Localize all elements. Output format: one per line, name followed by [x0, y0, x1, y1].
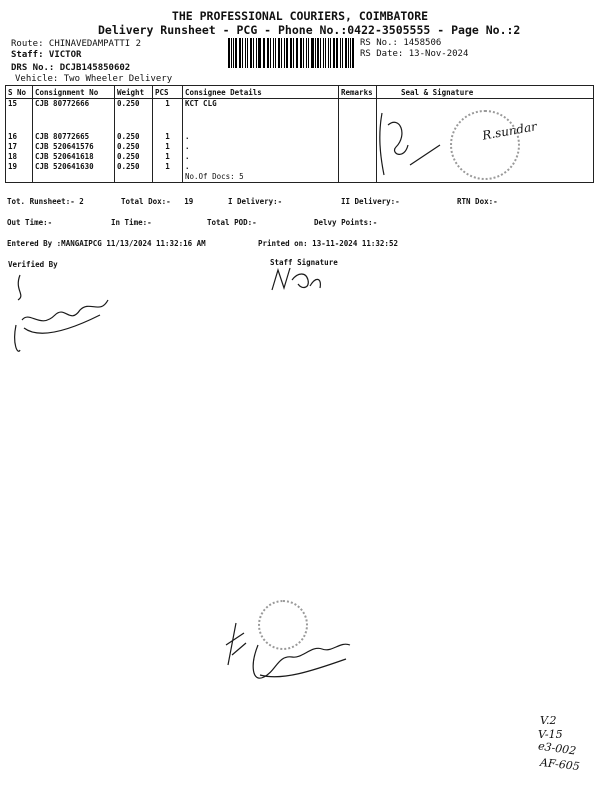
cell-consignment: CJB 80772665: [33, 132, 115, 142]
cell-sno: 18: [6, 152, 33, 162]
barcode-bar: [293, 38, 294, 68]
printed-on: Printed on: 13-11-2024 11:32:52: [258, 239, 398, 248]
cell-weight: 0.250: [115, 162, 153, 172]
note-line-3: e3-002: [537, 739, 577, 758]
barcode-bar: [330, 38, 331, 68]
company-name: THE PROFESSIONAL COURIERS, COIMBATORE: [171, 9, 429, 23]
vehicle-label: Vehicle: Two Wheeler Delivery: [15, 74, 173, 84]
barcode-bar: [247, 38, 248, 68]
barcode-bar: [336, 38, 339, 68]
cell-consignee: .: [183, 132, 339, 142]
note-line-1: V.2: [540, 714, 557, 727]
docs-count-row: [6, 172, 594, 183]
col-seal: Seal & Signature: [377, 86, 594, 99]
barcode-bar: [235, 38, 237, 68]
total-dox: Total Dox:- 19: [121, 197, 194, 206]
company-seal-stamp: [450, 110, 520, 180]
cell-pcs: 1: [153, 142, 183, 152]
barcode-bar: [296, 38, 297, 68]
receiver-signature-text: R.sundar: [481, 119, 538, 143]
barcode-bar: [286, 38, 289, 68]
note-line-4: AF-605: [539, 755, 581, 774]
barcode-bar: [297, 38, 298, 68]
cell-pcs: 1: [153, 162, 183, 172]
cell-consignment: CJB 80772666: [33, 99, 115, 110]
barcode-bar: [345, 38, 347, 68]
barcode-bar: [258, 38, 261, 68]
cell-sno: 19: [6, 162, 33, 172]
barcode-bar: [306, 38, 307, 68]
verified-by-label: Verified By: [8, 260, 58, 269]
staff-signature-label: Staff Signature: [270, 258, 338, 267]
staff-signature: [268, 262, 328, 294]
cell-sno: 16: [6, 132, 33, 142]
col-consignment: Consignment No: [33, 86, 115, 99]
barcode-bar: [311, 38, 314, 68]
barcode-bar: [275, 38, 277, 68]
cell-pcs: 1: [153, 152, 183, 162]
staff-label: Staff: VICTOR: [11, 50, 82, 60]
runsheet-title: Delivery Runsheet - PCG - Phone No.:0422-3505555 - Page No.:2: [98, 23, 521, 37]
barcode-bar: [267, 38, 269, 68]
barcode-bar: [250, 38, 252, 68]
verified-by-signature: [10, 270, 120, 360]
barcode-bar: [333, 38, 335, 68]
col-weight: Weight: [115, 86, 153, 99]
no-of-docs: No.Of Docs: 5: [183, 172, 339, 183]
barcode-bar: [315, 38, 316, 68]
drs-number: DRS No.: DCJB145850602: [11, 63, 131, 73]
barcode-bar: [228, 38, 230, 68]
barcode-bar: [273, 38, 274, 68]
cell-sno: 17: [6, 142, 33, 152]
col-sno: S No: [6, 86, 33, 99]
barcode-bar: [284, 38, 285, 68]
barcode-bar: [342, 38, 343, 68]
col-consignee: Consignee Details: [183, 86, 339, 99]
barcode-bar: [242, 38, 243, 68]
cell-sno: 15: [6, 99, 33, 110]
barcode-bar: [308, 38, 309, 68]
barcode-bar: [303, 38, 305, 68]
barcode-bar: [350, 38, 351, 68]
cell-pcs: 1: [153, 99, 183, 110]
cell-consignment: CJB 520641576: [33, 142, 115, 152]
barcode-bar: [323, 38, 324, 68]
barcode-bar: [231, 38, 232, 68]
cell-consignee: .: [183, 142, 339, 152]
rs-date: RS Date: 13-Nov-2024: [360, 49, 469, 59]
barcode-bar: [264, 38, 265, 68]
out-time: Out Time:-: [7, 218, 53, 227]
barcode-bar: [352, 38, 354, 68]
cell-consignee: .: [183, 152, 339, 162]
delvy-points: Delvy Points:-: [314, 218, 378, 227]
remarks-signature: [370, 105, 450, 185]
route-label: Route: CHINAVEDAMPATTI 2: [11, 39, 142, 49]
i-delivery: I Delivery:-: [228, 197, 283, 206]
barcode: [228, 38, 356, 68]
in-time: In Time:-: [111, 218, 152, 227]
cell-weight: 0.250: [115, 152, 153, 162]
barcode-bar: [290, 38, 292, 68]
barcode-bar: [256, 38, 257, 68]
barcode-bar: [270, 38, 271, 68]
table-header-row: [6, 86, 594, 99]
cell-weight: 0.250: [115, 142, 153, 152]
cell-pcs: 1: [153, 132, 183, 142]
cell-weight: 0.250: [115, 99, 153, 110]
barcode-bar: [253, 38, 255, 68]
rtn-dox: RTN Dox:-: [457, 197, 498, 206]
barcode-bar: [263, 38, 264, 68]
cell-consignment: CJB 520641630: [33, 162, 115, 172]
barcode-bar: [239, 38, 242, 68]
barcode-bar: [320, 38, 321, 68]
rs-number: RS No.: 1458506: [360, 38, 442, 48]
barcode-bar: [325, 38, 327, 68]
barcode-bar: [233, 38, 234, 68]
barcode-bar: [328, 38, 329, 68]
cell-consignee: KCT CLG: [183, 99, 339, 110]
bottom-signature: [222, 615, 362, 690]
barcode-bar: [348, 38, 349, 68]
barcode-bar: [281, 38, 282, 68]
table-row: [6, 99, 594, 110]
barcode-bar: [300, 38, 302, 68]
cell-consignment: CJB 520641618: [33, 152, 115, 162]
col-pcs: PCS: [153, 86, 183, 99]
cell-consignee: .: [183, 162, 339, 172]
barcode-bar: [317, 38, 319, 68]
entered-by: Entered By :MANGAIPCG 11/13/2024 11:32:16 AM: [7, 239, 206, 248]
col-remarks: Remarks: [339, 86, 377, 99]
ii-delivery: II Delivery:-: [341, 197, 400, 206]
total-pod: Total POD:-: [207, 218, 257, 227]
note-line-2: V-15: [538, 728, 563, 741]
tot-runsheet: Tot. Runsheet:- 2: [7, 197, 84, 206]
cell-weight: 0.250: [115, 132, 153, 142]
barcode-bar: [278, 38, 280, 68]
barcode-bar: [245, 38, 246, 68]
barcode-bar: [340, 38, 341, 68]
